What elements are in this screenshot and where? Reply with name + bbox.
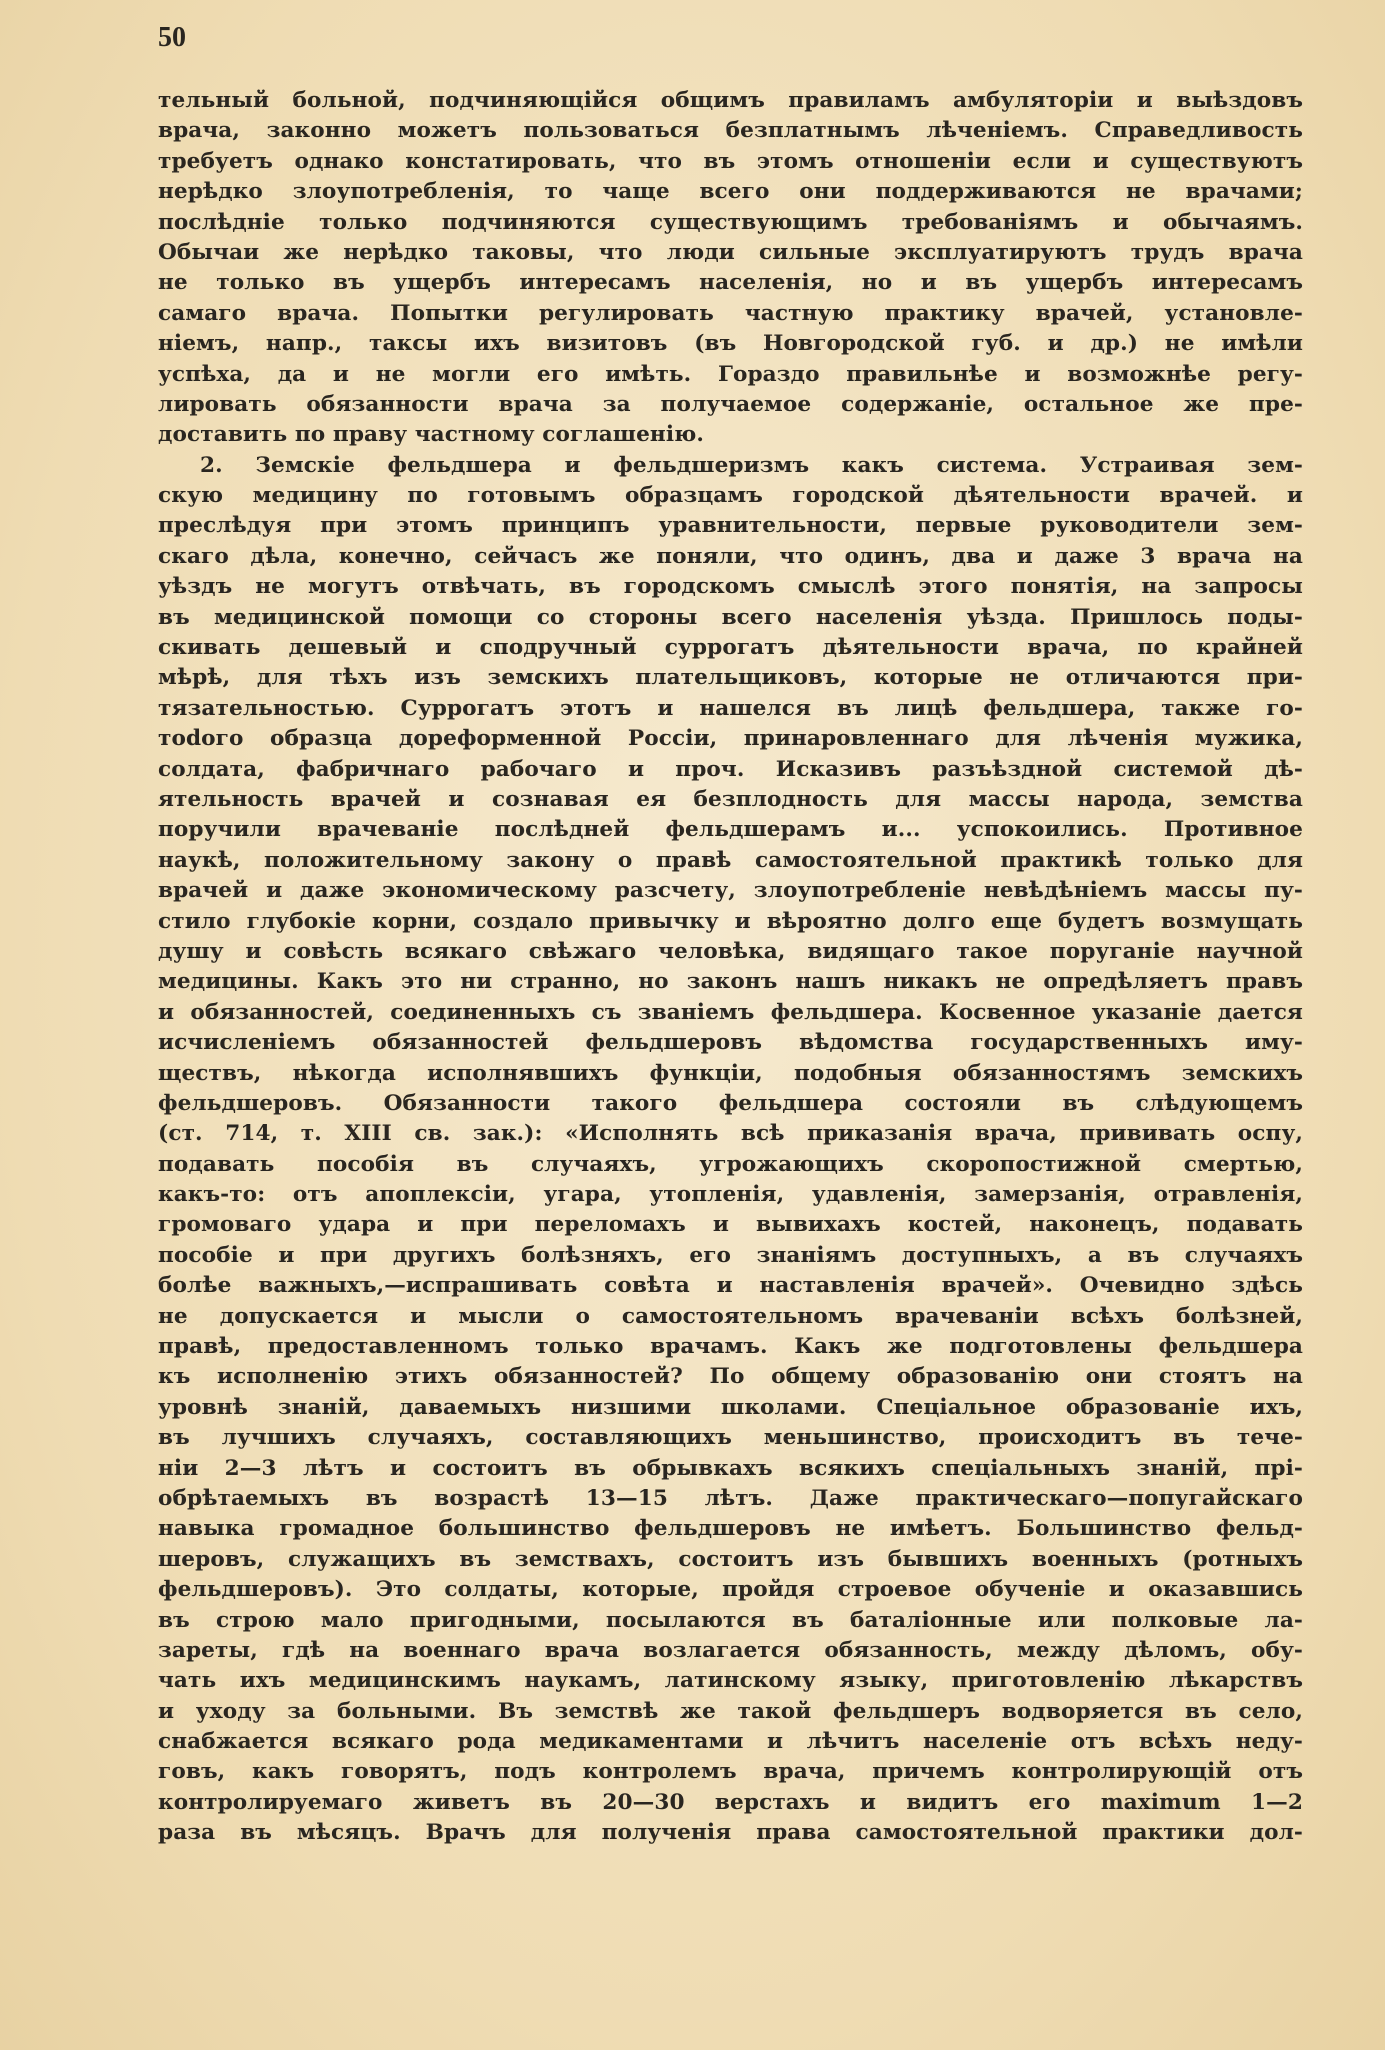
paragraph-feldshers: [158, 451, 1303, 1849]
text-line: нерѣдко злоупотребленія, то чаще всего они поддерживаются не врачами;: [158, 179, 1303, 205]
text-line: скую медицину по готовымъ образцамъ городской дѣятельности врачей. и: [158, 483, 1303, 509]
text-line: навыка громадное большинство фельдшеровъ не имѣетъ. Большинство фельд-: [158, 1516, 1303, 1542]
text-line: (ст. 714, т. XIII св. зак.): «Исполнять всѣ приказанія врача, прививать оспу,: [158, 1121, 1303, 1147]
text-line: фельдшеровъ). Это солдаты, которые, пройдя строевое обученіе и оказавшись: [158, 1577, 1303, 1603]
text-line: тельный больной, подчиняющійся общимъ правиламъ амбуляторіи и выѣздовъ: [158, 88, 1303, 113]
text-line: лировать обязанности врача за получаемое содержаніе, остальное же пре-: [158, 391, 1303, 417]
text-line: поручили врачеваніе послѣдней фельдшерамъ и... успокоились. Противное: [158, 817, 1303, 843]
text-line: врача, законно можетъ пользоваться безплатнымъ лѣченіемъ. Справедливость: [158, 118, 1303, 144]
body-text: [158, 86, 1303, 1849]
text-line: подавать пособія въ случаяхъ, угрожающихъ скоропостижной смертью,: [158, 1151, 1303, 1177]
text-line: раза въ мѣсяцъ. Врачъ для полученія права самостоятельной практики дол-: [158, 1820, 1303, 1846]
paragraph-ambulatory: [158, 86, 1303, 451]
text-line: ятельность врачей и сознавая ея безплодность для массы народа, земства: [158, 786, 1303, 812]
text-line: къ исполненію этихъ обязанностей? По общему образованію они стоятъ на: [158, 1364, 1303, 1390]
text-line: ніи 2—3 лѣтъ и состоитъ въ обрывкахъ всякихъ спеціальныхъ знаній, прі-: [158, 1455, 1303, 1481]
text-line: успѣха, да и не могли его имѣть. Гораздо правильнѣе и возможнѣе регу-: [158, 361, 1303, 387]
text-line: уровнѣ знаній, даваемыхъ низшими школами. Спеціальное образованіе ихъ,: [158, 1394, 1303, 1420]
text-line: пособіе и при другихъ болѣзняхъ, его знаніямъ доступныхъ, а въ случаяхъ: [158, 1242, 1303, 1268]
text-line: контролируемаго живетъ въ 20—30 верстахъ и видитъ его maximum 1—2: [158, 1789, 1303, 1815]
text-line: стило глубокіе корни, создало привычку и вѣроятно долго еще будетъ возмущать: [158, 908, 1303, 934]
text-line: и уходу за больными. Въ земствѣ же такой фельдшеръ водворяется въ село,: [158, 1698, 1303, 1724]
text-line: наукѣ, положительному закону о правѣ самостоятельной практикѣ только для: [158, 847, 1303, 873]
text-line: правѣ, предоставленномъ только врачамъ. Какъ же подготовлены фельдшера: [158, 1334, 1303, 1360]
text-line: мѣрѣ, для тѣхъ изъ земскихъ плательщиковъ, которые не отличаются при-: [158, 665, 1303, 691]
text-line: шеровъ, служащихъ въ земствахъ, состоитъ изъ бывшихъ военныхъ (ротныхъ: [158, 1546, 1303, 1572]
text-line: душу и совѣсть всякаго свѣжаго человѣка, видящаго такое поруганіе научной: [158, 938, 1303, 964]
text-line: въ строю мало пригодными, посылаются въ баталіонные или полковые ла-: [158, 1607, 1303, 1633]
text-line: солдата, фабричнаго рабочаго и проч. Исказивъ разъѣздной системой дѣ-: [158, 756, 1303, 782]
text-line: чать ихъ медицинскимъ наукамъ, латинскому языку, приготовленію лѣкарствъ: [158, 1668, 1303, 1694]
text-line: въ лучшихъ случаяхъ, составляющихъ меньшинство, происходитъ въ тече-: [158, 1425, 1303, 1451]
text-line: зареты, гдѣ на военнаго врача возлагается обязанность, между дѣломъ, обу-: [158, 1637, 1303, 1663]
text-line: и обязанностей, соединенныхъ съ званіемъ фельдшера. Косвенное указаніе дается: [158, 999, 1303, 1025]
text-line: обрѣтаемыхъ въ возрастѣ 13—15 лѣтъ. Даже практическаго—попугайскаго: [158, 1485, 1303, 1511]
text-line: уѣздъ не могутъ отвѣчать, въ городскомъ смыслѣ этого понятія, на запросы: [158, 574, 1303, 600]
text-line: послѣдніе только подчиняются существующимъ требованіямъ и обычаямъ.: [158, 209, 1303, 235]
text-line: ществъ, нѣкогда исполнявшихъ функціи, подобныя обязанностямъ земскихъ: [158, 1060, 1303, 1086]
text-line: преслѣдуя при этомъ принципъ уравнительности, первые руководители зем-: [158, 513, 1303, 539]
text-line: фельдшеровъ. Обязанности такого фельдшера состояли въ слѣдующемъ: [158, 1090, 1303, 1116]
text-line: въ медицинской помощи со стороны всего населенія уѣзда. Пришлось поды-: [158, 604, 1303, 630]
page-number: 50: [158, 22, 186, 53]
text-line: врачей и даже экономическому разсчету, злоупотребленіе невѣдѣніемъ массы пу-: [158, 878, 1303, 904]
text-line: Обычаи же нерѣдко таковы, что люди сильные эксплуатируютъ трудъ врача: [158, 239, 1303, 265]
text-line: говъ, какъ говорятъ, подъ контролемъ врача, причемъ контролирующій отъ: [158, 1759, 1303, 1785]
text-line: тоdого образца дореформенной Россіи, принаровленнаго для лѣченія мужика,: [158, 726, 1303, 752]
text-line: доставить по праву частному соглашенію.: [158, 422, 704, 448]
text-line: требуетъ однако констатировать, что въ этомъ отношеніи если и существуютъ: [158, 148, 1303, 174]
text-line: медицины. Какъ это ни странно, но законъ нашъ никакъ не опредѣляетъ правъ: [158, 969, 1303, 995]
text-line: громоваго удара и при переломахъ и вывихахъ костей, наконецъ, подавать: [158, 1212, 1303, 1238]
section-heading-line: 2. Земскіе фельдшера и фельдшеризмъ какъ система. Устраивая зем-: [200, 452, 1303, 478]
text-line: какъ-то: отъ апоплексіи, угара, утопленія, удавленія, замерзанія, отравленія,: [158, 1182, 1303, 1208]
text-line: болѣе важныхъ,—испрашивать совѣта и наставленія врачей». Очевидно здѣсь: [158, 1273, 1303, 1299]
text-line: исчисленіемъ обязанностей фельдшеровъ вѣдомства государственныхъ иму-: [158, 1030, 1303, 1056]
text-line: ніемъ, напр., таксы ихъ визитовъ (въ Новгородской губ. и др.) не имѣли: [158, 331, 1303, 357]
text-line: скивать дешевый и сподручный суррогатъ дѣятельности врача, по крайней: [158, 635, 1303, 661]
text-line: самаго врача. Попытки регулировать частную практику врачей, установле-: [158, 300, 1303, 326]
text-line: скаго дѣла, конечно, сейчасъ же поняли, что одинъ, два и даже 3 врача на: [158, 543, 1303, 569]
text-line: тязательностью. Суррогатъ этотъ и нашелся въ лицѣ фельдшера, также го-: [158, 695, 1303, 721]
text-line: снабжается всякаго рода медикаментами и лѣчитъ населеніе отъ всѣхъ неду-: [158, 1729, 1303, 1755]
text-line: не только въ ущербъ интересамъ населенія, но и въ ущербъ интересамъ: [158, 270, 1303, 296]
text-line: не допускается и мысли о самостоятельномъ врачеваніи всѣхъ болѣзней,: [158, 1303, 1303, 1329]
